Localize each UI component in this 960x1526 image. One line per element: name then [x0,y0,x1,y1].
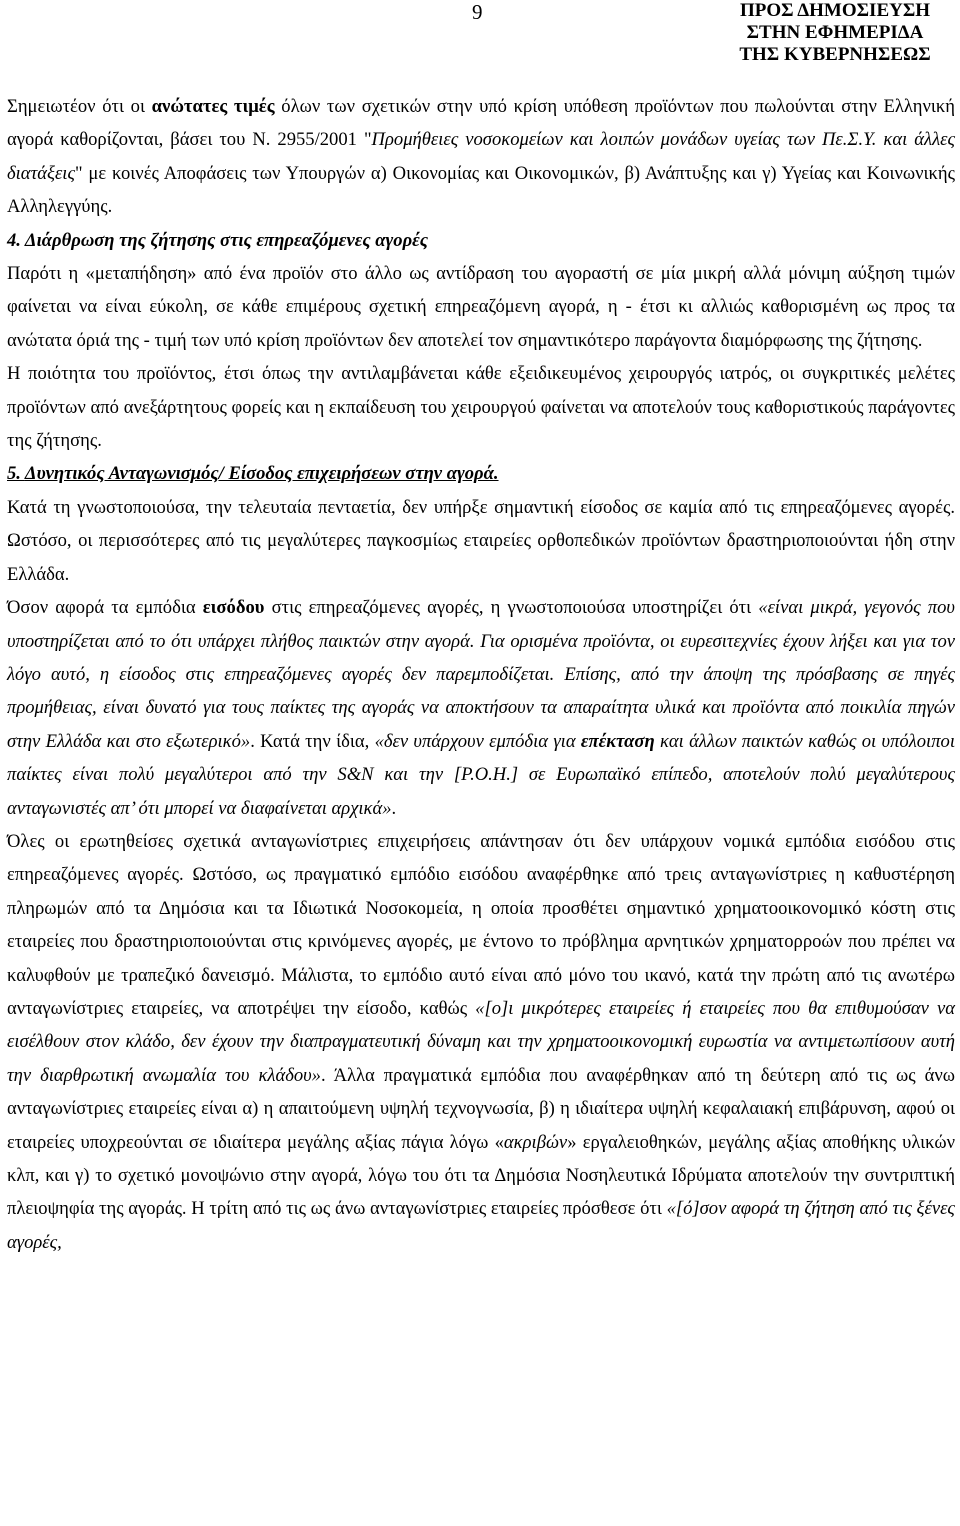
section-number: 4. [7,229,25,251]
text-run: Όλες οι ερωτηθείσες σχετικά ανταγωνίστριες επιχειρήσεις απάντησαν ότι δεν υπάρχουν νομικά εμπόδια εισόδου στις επηρεαζόμενες αγορές. Ωστόσο, ως πραγματικό εμπόδιο εισόδου αναφέρθηκε από τρεις ανταγωνίστριες η καθυστέρηση πληρωμών από τα Δημόσια και τα Ιδιωτικά Νοσοκομεία, η οποία προσθέτει σημαντικό χρηματοοικονομικό κόστη στις εταιρείες που δραστηριοποιούνται στις κρινόμενες αγορές, με έντονο το πρόβλημα αρνητικών χρηματορροών που πρέπει να καλυφθούν με τραπεζικό δανεισμό. Μάλιστα, το εμπόδιο αυτό είναι από μόνο του ικανό, κατά την πρώτη από τις ανωτέρω ανταγωνίστριες εταιρείες, να αποτρέψει την είσοδο, καθώς [7,830,955,1019]
text-run: στις επηρεαζόμενες αγορές, η γνωστοποιούσα υποστηρίζει ότι [264,597,759,619]
quote: «δεν υπάρχουν εμπόδια για [374,730,581,752]
paragraph-max-prices [7,90,955,224]
text-run: " με κοινές Αποφάσεις των Υπουργών α) Οικονομίας και Οικονομικών, β) Ανάπτυξης και γ) Υγείας και Κοινωνικής Αλληλεγγύης. [7,162,955,218]
text-run: . [391,797,397,819]
publication-stamp [720,0,950,66]
paragraph-demand: Παρότι η «μεταπήδηση» από ένα προϊόν στο άλλο ως αντίδραση του αγοραστή σε μία μικρή αλλά μόνιμη αύξηση τιμών φαίνεται να είναι εύκολη, σε κάθε επιμέρους σχετική επηρεαζόμενη αγορά, η - έτσι κι αλλιώς καθορισμένη ως προς τα ανώτατα όριά της - τιμή των υπό κρίση προϊόντων δεν αποτελεί τον σημαντικότερο παράγοντα διαμόρφωσης της ζήτησης. [7,263,955,351]
italic-term: ακριβών [503,1131,568,1153]
text-run: Όσον αφορά τα εμπόδια [7,597,203,619]
page-number: 9 [472,0,483,24]
stamp-line-1: ΠΡΟΣ ΔΗΜΟΣΙΕΥΣΗ [739,0,931,21]
text-run: όλων των σχετικών στην υπό κρίση υπόθεση προϊόντων που πωλούνται στην Ελληνική αγορά καθορίζονται, βάσει του Ν. 2955/2001 " [7,96,955,151]
quote: «[ο]ι μικρότερες εταιρείες ή εταιρείες που θα επιθυμούσαν να εισέλθουν στον κλάδο, δεν έχουν την διαπραγματευτική δύναμη και την χρηματοοικονομική ευρωστία να αντιμετωπίσουν αυτή την διαρθρωτική ανωμαλία του κλάδου» [7,997,955,1086]
law-title: Προμήθειες νοσοκομείων και λοιπών μονάδων υγείας των Πε.Σ.Υ. και άλλες διατάξεις [7,129,955,184]
section-number: 5. [7,463,25,485]
paragraph-entry: Κατά τη γνωστοποιούσα, την τελευταία πενταετία, δεν υπήρξε σημαντική είσοδος σε καμία από τις επηρεαζόμενες αγορές. Ωστόσο, οι περισσότερες από τις μεγαλύτερες παγκοσμίως εταιρείες ορθοπεδικών προϊόντων δραστηριοποιούνται ήδη στην Ελλάδα. [7,496,955,585]
quote: και άλλων παικτών καθώς οι υπόλοιποι παίκτες είναι πολύ μεγαλύτεροι από την S&N και την [Ρ.Ο.Η.] σε Ευρωπαϊκό επίπεδο, αποτελούν πολύ μεγαλύτερους ανταγωνιστές απ’ ότι μπορεί να διαφαίνεται αρχικά» [7,730,955,819]
text-run: » εργαλειοθηκών, μεγάλης αξίας αποθήκης υλικών κλπ, και γ) το σχετικό μονοψώνιο στην αγορά, λόγω του ότι τα Δημόσια Νοσηλευτικά Ιδρύματα αποτελούν την συντριπτική πλειοψηφία της αγοράς. Η τρίτη από τις ως άνω ανταγωνίστριες εταιρείες πρόσθεσε ότι [7,1131,955,1220]
section-title: Διάρθρωση της ζήτησης στις επηρεαζόμενες αγορές [24,229,429,251]
stamp-line-3: ΤΗΣ ΚΥΒΕΡΝΗΣΕΩΣ [739,44,931,65]
paragraph-quality: Η ποιότητα του προϊόντος, έτσι όπως την αντιλαμβάνεται κάθε εξειδικευμένος χειρουργός ιατρός, οι συγκριτικές μελέτες προϊόντων από ανεξάρτητους φορείς και η εκπαίδευση του χειρουργού φαίνεται να αποτελούν τους καθοριστικούς παράγοντες της ζήτησης. [7,363,955,452]
paragraph-entry-barriers [7,591,955,825]
section-heading-5 [7,457,955,490]
bold-term: ανώτατες τιμές [151,96,275,117]
bold-term: εισόδου [202,597,265,619]
text-run: . Άλλα πραγματικά εμπόδια που αναφέρθηκαν από τη δεύτερη από τις ως άνω ανταγωνίστριες εταιρείες είναι α) η απαιτούμενη υψηλή τεχνογνωσία, β) η ιδιαίτερα υψηλή κεφαλαιακή επιβάρυνση, αφού οι εταιρείες υποχρεούνται σε ιδιαίτερα μεγάλης αξίας πάγια λόγω « [7,1064,955,1153]
quote: «είναι μικρά, γεγονός που υποστηρίζεται από το ότι υπάρχει πλήθος παικτών στην αγορά. Για ορισμένα προϊόντα, οι ευρεσιτεχνίες έχουν λήξει και για τον λόγο αυτό, η είσοδος στις επηρεαζόμενες αγορές δεν παρεμποδίζεται. Επίσης, από την άποψη της πρόσβασης σε πηγές προμήθειας, είναι δυνατό για τους παίκτες της αγοράς να αποκτήσουν τα απαραίτητα υλικά και προϊόντα από ποικιλία πηγών στην Ελλάδα και στο εξωτερικό» [7,597,955,752]
section-title: Δυνητικός Ανταγωνισμός/ Είσοδος επιχειρήσεων στην αγορά. [24,463,499,485]
document-body [7,90,955,1259]
quote: «[ό]σον αφορά τη ζήτηση από τις ξένες αγορές, [7,1198,955,1253]
section-heading-4 [7,224,955,257]
text-run: Σημειωτέον ότι οι [7,96,152,117]
stamp-line-2: ΣΤΗΝ ΕΦΗΜΕΡΙΔΑ [746,22,924,43]
bold-term: επέκταση [580,730,655,752]
paragraph-competitors [7,825,955,1259]
text-run: . Κατά την ίδια, [250,730,375,752]
